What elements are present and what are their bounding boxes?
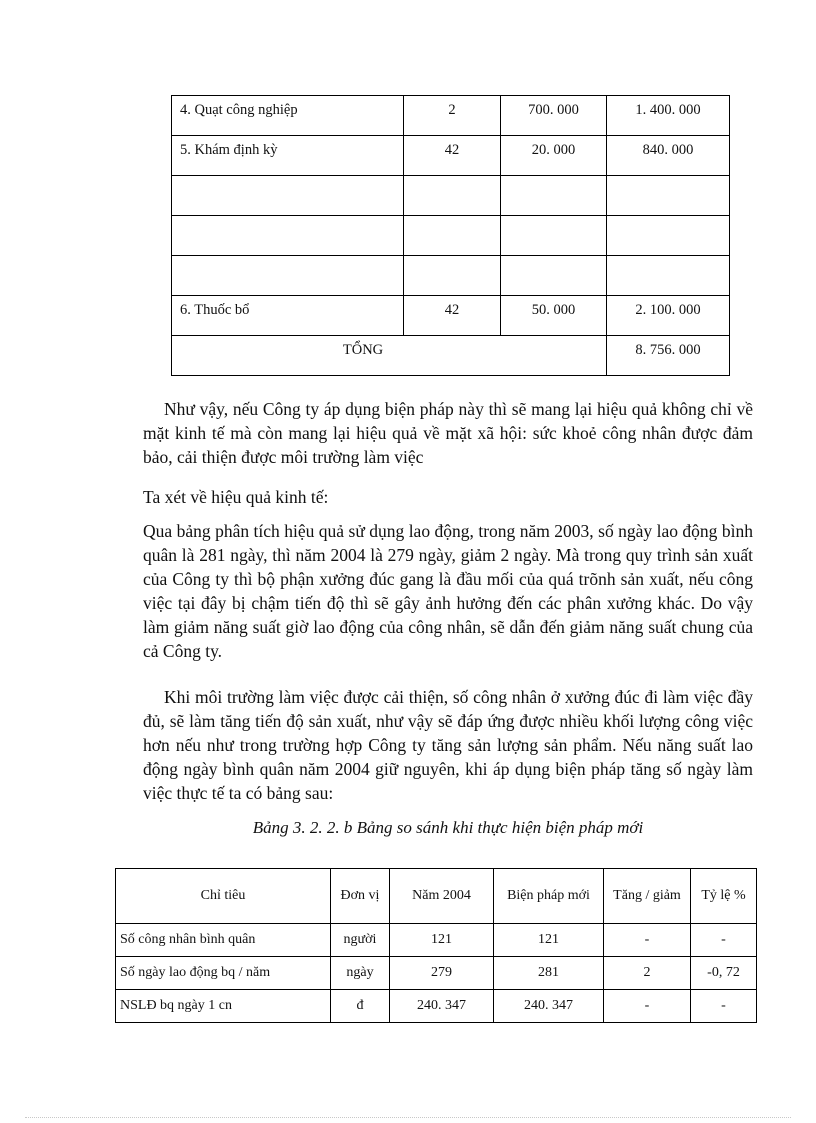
new-measure-cell: 121	[494, 924, 604, 957]
change-cell: 2	[604, 957, 691, 990]
unit-price-cell	[501, 256, 607, 296]
rate-cell: -	[691, 924, 757, 957]
unit-price-cell: 50. 000	[501, 296, 607, 336]
table-row	[116, 924, 757, 957]
total-value: 8. 756. 000	[607, 336, 730, 376]
comparison-table	[115, 868, 757, 1023]
total-row	[172, 336, 730, 376]
year-2004-cell: 279	[390, 957, 494, 990]
header-rate: Tỷ lệ %	[691, 869, 757, 924]
quantity-cell: 42	[404, 136, 501, 176]
quantity-cell	[404, 176, 501, 216]
table-row	[116, 990, 757, 1023]
header-unit: Đơn vị	[331, 869, 390, 924]
unit-price-cell: 700. 000	[501, 96, 607, 136]
paragraph-social-benefit: Như vậy, nếu Công ty áp dụng biện pháp này thì sẽ mang lại hiệu quả không chỉ về mặt kinh tế mà còn mang lại hiệu quả về mặt xã hội: sức khoẻ công nhân được đảm bảo, cải thiện được môi trường làm việc	[143, 399, 753, 467]
quantity-cell: 2	[404, 96, 501, 136]
amount-cell	[607, 256, 730, 296]
item-name-cell: 4. Quạt công nghiệp	[172, 96, 404, 136]
quantity-cell: 42	[404, 296, 501, 336]
table-row	[116, 957, 757, 990]
table-row	[172, 256, 730, 296]
year-2004-cell: 121	[390, 924, 494, 957]
change-cell: -	[604, 924, 691, 957]
table-row	[172, 176, 730, 216]
paragraph-labor-analysis: Qua bảng phân tích hiệu quả sử dụng lao động, trong năm 2003, số ngày lao động bình quân là 281 ngày, thì năm 2004 là 279 ngày, giảm 2 ngày. Mà trong quy trình sản xuất của Công ty thì bộ phận xưởng đúc gang là đầu mối của quá trõnh sản xuất, nếu công việc tại đây bị chậm tiến độ thì sẽ gây ảnh hưởng đến các phân xưởng khác. Do vậy làm giảm năng suất giờ lao động của công nhân, sẽ dẫn đến giảm năng suất chung của cả Công ty.	[143, 521, 753, 661]
paragraph-economic-intro: Ta xét về hiệu quả kinh tế:	[143, 487, 329, 507]
table-caption: Bảng 3. 2. 2. b Bảng so sánh khi thực hiện biện pháp mới	[252, 818, 644, 837]
table-row	[172, 136, 730, 176]
item-name-cell	[172, 256, 404, 296]
table-row	[172, 296, 730, 336]
indicator-cell: NSLĐ bq ngày 1 cn	[116, 990, 331, 1023]
table-row	[172, 216, 730, 256]
indicator-cell: Số ngày lao động bq / năm	[116, 957, 331, 990]
header-new-measure: Biện pháp mới	[494, 869, 604, 924]
amount-cell	[607, 216, 730, 256]
item-name-cell: 5. Khám định kỳ	[172, 136, 404, 176]
quantity-cell	[404, 256, 501, 296]
unit-price-cell	[501, 216, 607, 256]
quantity-cell	[404, 216, 501, 256]
item-name-cell	[172, 216, 404, 256]
unit-cell: người	[331, 924, 390, 957]
amount-cell	[607, 176, 730, 216]
rate-cell: -	[691, 990, 757, 1023]
unit-price-cell	[501, 176, 607, 216]
paragraph-improvement: Khi môi trường làm việc được cải thiện, số công nhân ở xưởng đúc đi làm việc đầy đủ, sẽ làm tăng tiến độ sản xuất, như vậy sẽ đáp ứng được nhiều khối lượng công việc hơn nếu như trong trường hợp Công ty tăng sản lượng sản phẩm. Nếu năng suất lao động ngày bình quân năm 2004 giữ nguyên, khi áp dụng biện pháp tăng số ngày làm việc thực tế ta có bảng sau:	[143, 687, 753, 803]
unit-price-cell: 20. 000	[501, 136, 607, 176]
change-cell: -	[604, 990, 691, 1023]
item-name-cell	[172, 176, 404, 216]
indicator-cell: Số công nhân bình quân	[116, 924, 331, 957]
table-header-row	[116, 869, 757, 924]
unit-cell: đ	[331, 990, 390, 1023]
new-measure-cell: 281	[494, 957, 604, 990]
amount-cell: 840. 000	[607, 136, 730, 176]
footer-divider	[25, 1117, 791, 1118]
amount-cell: 2. 100. 000	[607, 296, 730, 336]
year-2004-cell: 240. 347	[390, 990, 494, 1023]
table-row	[172, 96, 730, 136]
header-change: Tăng / giảm	[604, 869, 691, 924]
item-name-cell: 6. Thuốc bổ	[172, 296, 404, 336]
header-year-2004: Năm 2004	[390, 869, 494, 924]
amount-cell: 1. 400. 000	[607, 96, 730, 136]
unit-cell: ngày	[331, 957, 390, 990]
rate-cell: -0, 72	[691, 957, 757, 990]
header-indicator: Chỉ tiêu	[116, 869, 331, 924]
new-measure-cell: 240. 347	[494, 990, 604, 1023]
cost-table	[171, 95, 730, 376]
total-label: TỔNG	[172, 336, 607, 376]
